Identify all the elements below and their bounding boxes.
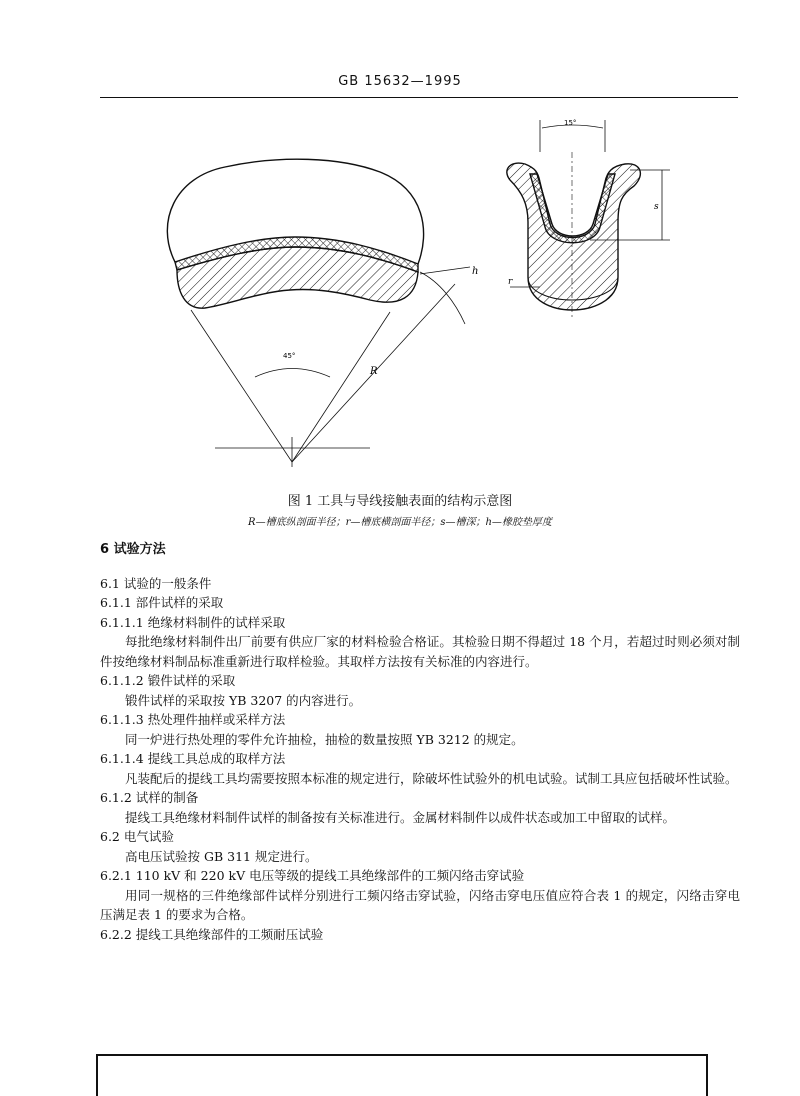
heading-6-1-2: 6.1.2 试样的制备 (100, 790, 199, 805)
heading-6-1-1-4: 6.1.1.4 提线工具总成的取样方法 (100, 751, 286, 766)
figure-1-diagram (150, 112, 670, 472)
cross-section (507, 120, 670, 317)
heading-6-1-1-3: 6.1.1.3 热处理件抽样或采样方法 (100, 712, 286, 727)
paragraph: 同一炉进行热处理的零件允许抽检，抽检的数量按照 YB 3212 的规定。 (125, 731, 524, 747)
paragraph: 凡装配后的提线工具均需要按照本标准的规定进行，除破坏性试验外的机电试验。试制工具应包括破坏性试验。 (125, 770, 738, 786)
paragraph: 高电压试验按 GB 311 规定进行。 (125, 848, 318, 864)
paragraph: 用同一规格的三件绝缘部件试样分别进行工频闪络击穿试验，闪络击穿电压值应符合表 1 的规定，闪络击穿电压满足表 1 的要求为合格。 (100, 887, 740, 922)
center-left (191, 310, 292, 462)
heading-6-1-1-2: 6.1.1.2 锻件试样的采取 (100, 673, 236, 688)
angle-arc-45 (255, 369, 330, 378)
running-header: GB 15632—1995 (338, 74, 462, 89)
table-frame-top (96, 1054, 708, 1096)
longitudinal-section (167, 159, 470, 467)
heading-6-1: 6.1 试验的一般条件 (100, 575, 212, 591)
section-title: 6 试验方法 (100, 542, 166, 557)
heading-6-2-1: 6.2.1 110 kV 和 220 kV 电压等级的提线工具绝缘部件的工频闪络击穿试验 (100, 868, 525, 883)
paragraph: 锻件试样的采取按 YB 3207 的内容进行。 (125, 692, 362, 708)
label-15: 15° (564, 119, 577, 127)
label-s: s (654, 202, 659, 212)
label-r: r (508, 277, 513, 287)
label-45: 45° (283, 352, 296, 360)
heading-6-2: 6.2 电气试验 (100, 829, 174, 844)
heading-6-1-1-1: 6.1.1.1 绝缘材料制件的试样采取 (100, 614, 286, 630)
header-rule (100, 97, 738, 98)
h-leader (420, 267, 470, 274)
center-right (292, 312, 390, 462)
label-h: h (472, 266, 479, 277)
paragraph: 提线工具绝缘材料制件试样的制备按有关标准进行。金属材料制件以成件状态或加工中留取的试样。 (125, 809, 676, 825)
figure-legend: R—槽底纵剖面半径；r—槽底横剖面半径；s—槽深；h—橡胶垫厚度 (248, 517, 552, 528)
figure-caption: 图 1 工具与导线接触表面的结构示意图 (287, 494, 513, 509)
heading-6-1-1: 6.1.1 部件试样的采取 (100, 595, 224, 610)
paragraph: 每批绝缘材料制件出厂前要有供应厂家的材料检验合格证。其检验日期不得超过 18 个月，若超过时则必须对制件按绝缘材料制品标准重新进行取样检验。其取样方法按有关标准的内容进行。 (100, 634, 740, 669)
heading-6-2-2: 6.2.2 提线工具绝缘部件的工频耐压试验 (100, 926, 324, 942)
label-R: R (370, 366, 378, 377)
section-body (100, 540, 740, 944)
